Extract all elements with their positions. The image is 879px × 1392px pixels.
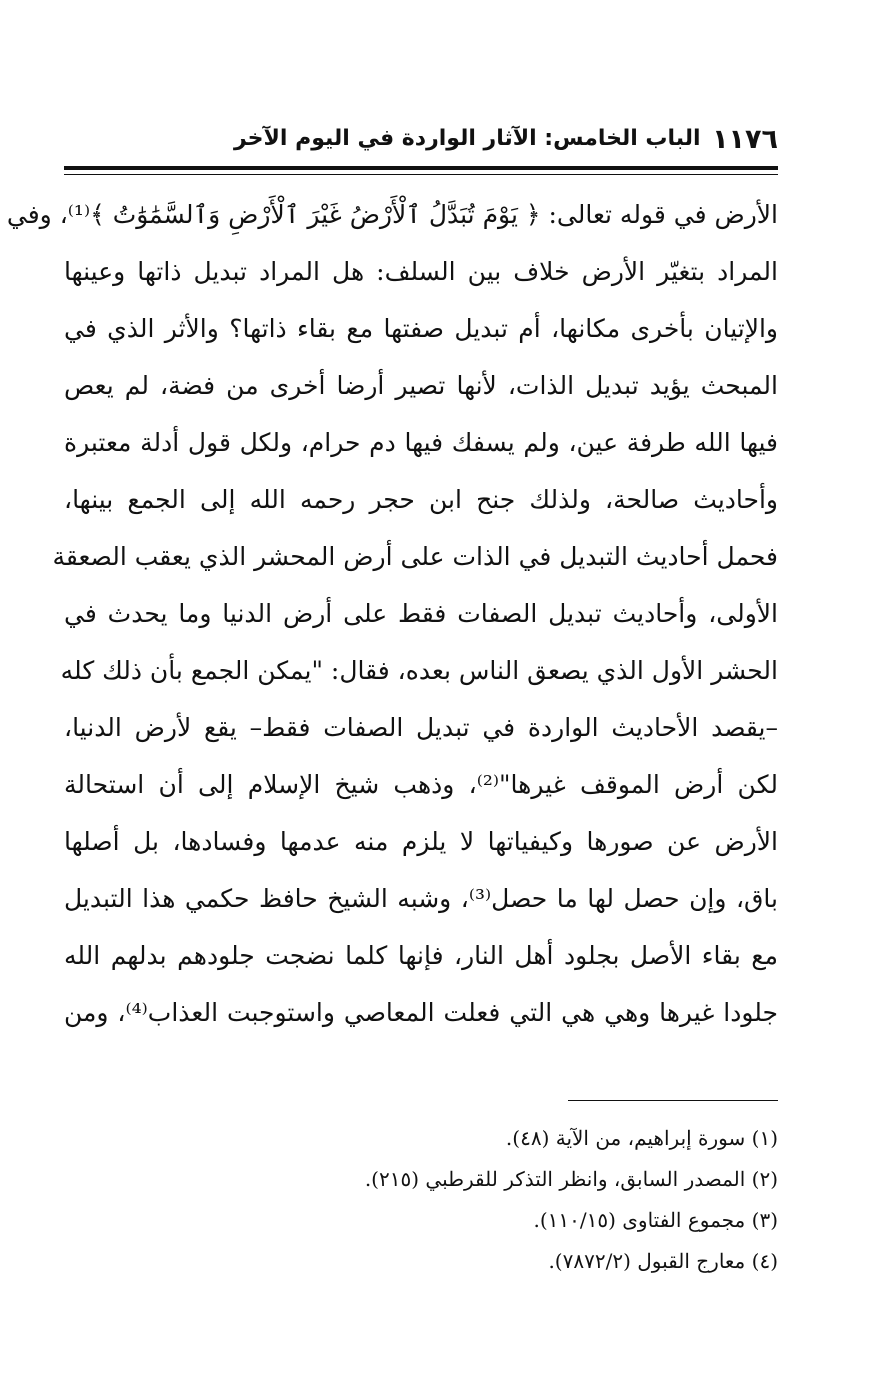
text-line: المراد بتغيّر الأرض خلاف بين السلف: هل المراد تبديل ذاتها وعينها — [64, 257, 778, 286]
footnote: (٢) المصدر السابق، وانظر التذكر للقرطبي (٢١٥). — [364, 1167, 778, 1191]
text-line: فحمل أحاديث التبديل في الذات على أرض المحشر الذي يعقب الصعقة — [52, 542, 778, 571]
page-number: ١١٧٦ — [712, 124, 778, 155]
header-rule-thick — [64, 166, 778, 170]
text-line: الأرض عن صورها وكيفياتها لا يلزم منه عدمها وفسادها، بل أصلها — [64, 827, 778, 856]
text-line: فيها الله طرفة عين، ولم يسفك فيها دم حرام، ولكل قول أدلة معتبرة — [64, 428, 778, 457]
text-line: –يقصد الأحاديث الواردة في تبديل الصفات فقط– يقع لأرض الدنيا، — [64, 713, 778, 742]
text-line: جلودا غيرها وهي هي التي فعلت المعاصي واستوجبت العذاب⁽⁴⁾، ومن — [64, 998, 778, 1027]
footnote: (١) سورة إبراهيم، من الآية (٤٨). — [505, 1126, 778, 1150]
text-line: المبحث يؤيد تبديل الذات، لأنها تصير أرضا أخرى من فضة، لم يعص — [64, 371, 778, 400]
text-line: مع بقاء الأصل بجلود أهل النار، فإنها كلما نضجت جلودهم بدلهم الله — [64, 941, 778, 970]
text-line: الحشر الأول الذي يصعق الناس بعده، فقال: "يمكن الجمع بأن ذلك كله — [60, 656, 778, 685]
footnote: (٣) مجموع الفتاوى (١١٠/١٥). — [533, 1208, 778, 1232]
footnote: (٤) معارج القبول (٧٨٧٢/٢). — [548, 1249, 778, 1273]
text-line: والإتيان بأخرى مكانها، أم تبديل صفتها مع بقاء ذاتها؟ والأثر الذي في — [64, 314, 778, 343]
running-title: الباب الخامس: الآثار الواردة في اليوم الآخر — [234, 126, 701, 151]
main-text — [6, 186, 779, 1041]
footnotes — [138, 1118, 778, 1282]
header-rule-thin — [64, 174, 778, 175]
text-line: لكن أرض الموقف غيرها"⁽²⁾، وذهب شيخ الإسلام إلى أن استحالة — [64, 770, 779, 799]
text-line: باق، وإن حصل لها ما حصل⁽³⁾، وشبه الشيخ حافظ حكمي هذا التبديل — [64, 884, 778, 913]
text-line: الأولى، وأحاديث تبديل الصفات فقط على أرض الدنيا وما يحدث في — [64, 599, 778, 628]
text-line: الأرض في قوله تعالى: ﴿ يَوْمَ تُبَدَّلُ ٱلْأَرْضُ غَيْرَ ٱلْأَرْضِ وَٱلسَّمَٰوَٰتُ ﴾⁽¹⁾، وفي — [6, 200, 778, 229]
footnote-separator — [568, 1100, 778, 1101]
page-header — [64, 124, 778, 164]
text-line: وأحاديث صالحة، ولذلك جنح ابن حجر رحمه الله إلى الجمع بينها، — [64, 485, 778, 514]
